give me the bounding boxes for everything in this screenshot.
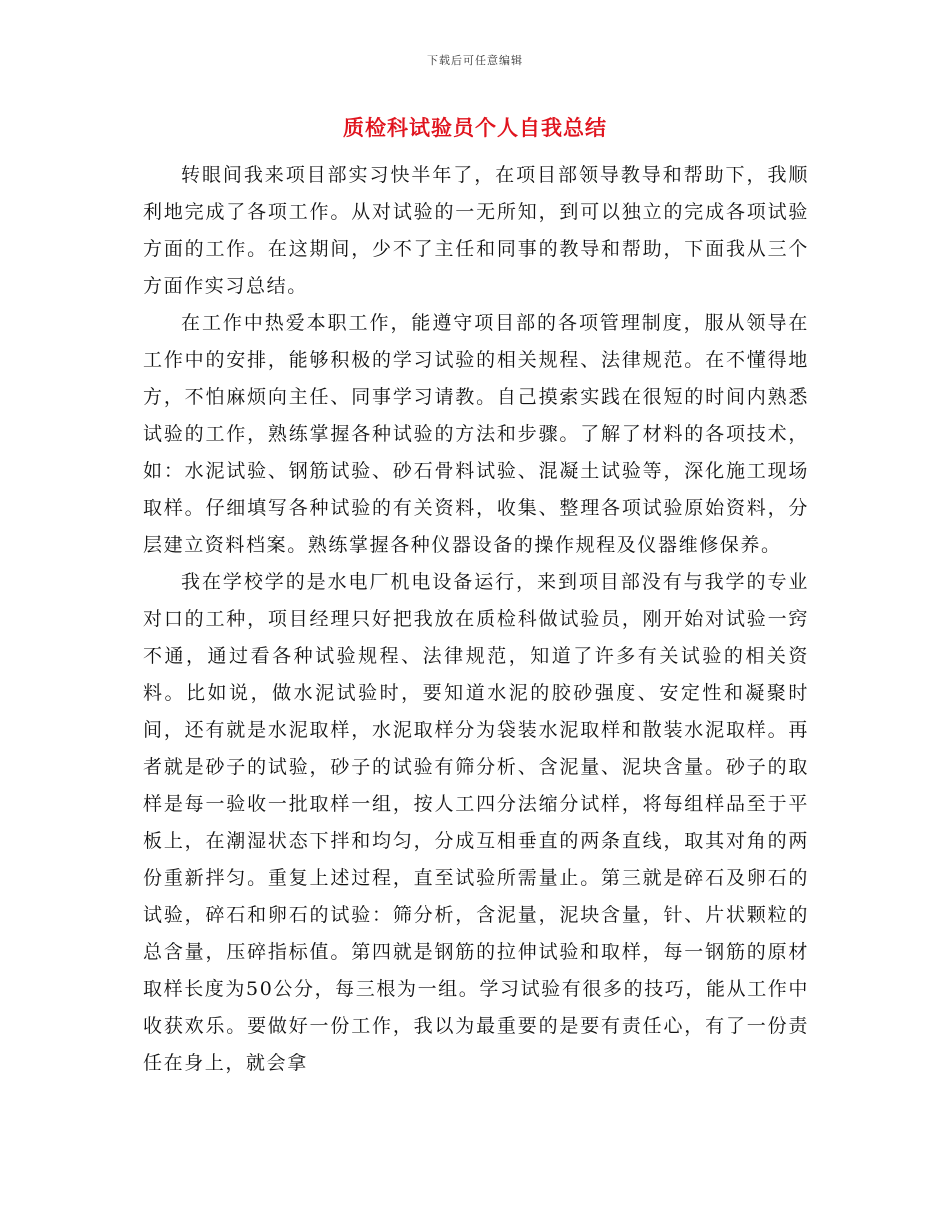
paragraph: 在工作中热爱本职工作，能遵守项目部的各项管理制度，服从领导在工作中的安排，能够积极的学习试验的相关规程、法律规范。在不懂得地方，不怕麻烦向主任、同事学习请教。自己摸索实践在很短的时间内熟悉试验的工作，熟练掌握各种试验的方法和步骤。了解了材料的各项技术，如：水泥试验、钢筋试验、砂石骨料试验、混凝土试验等，深化施工现场取样。仔细填写各种试验的有关资料，收集、整理各项试验原始资料，分层建立资料档案。熟练掌握各种仪器设备的操作规程及仪器维修保养。 [143,312,809,556]
page-header-note: 下载后可任意编辑 [427,54,523,67]
paragraph: 我在学校学的是水电厂机电设备运行，来到项目部没有与我学的专业对口的工种，项目经理只好把我放在质检科做试验员，刚开始对试验一窍不通，通过看各种试验规程、法律规范，知道了许多有关试验的相关资料。比如说，做水泥试验时，要知道水泥的胶砂强度、安定性和凝聚时间，还有就是水泥取样，水泥取样分为袋装水泥取样和散装水泥取样。再者就是砂子的试验，砂子的试验有筛分析、含泥量、泥块含量。砂子的取样是每一验收一批取样一组，按人工四分法缩分试样，将每组样品至于平板上，在潮湿状态下拌和均匀，分成互相垂直的两条直线，取其对角的两份重新拌匀。重复上述过程，直至试验所需量止。第三就是碎石及卵石的试验，碎石和卵石的试验：筛分析，含泥量，泥块含量，针、片状颗粒的总含量，压碎指标值。第四就是钢筋的拉伸试验和取样，每一钢筋的原材取样长度为50公分，每三根为一组。学习试验有很多的技巧，能从工作中收获欢乐。要做好一份工作，我以为最重要的是要有责任心，有了一份责任在身上，就会拿 [143,571,809,1074]
paragraph: 转眼间我来项目部实习快半年了，在项目部领导教导和帮助下，我顺利地完成了各项工作。从对试验的一无所知，到可以独立的完成各项试验方面的工作。在这期间，少不了主任和同事的教导和帮助，下面我从三个方面作实习总结。 [143,164,809,297]
document-body [143,157,809,1082]
document-title: 质检科试验员个人自我总结 [343,116,607,140]
